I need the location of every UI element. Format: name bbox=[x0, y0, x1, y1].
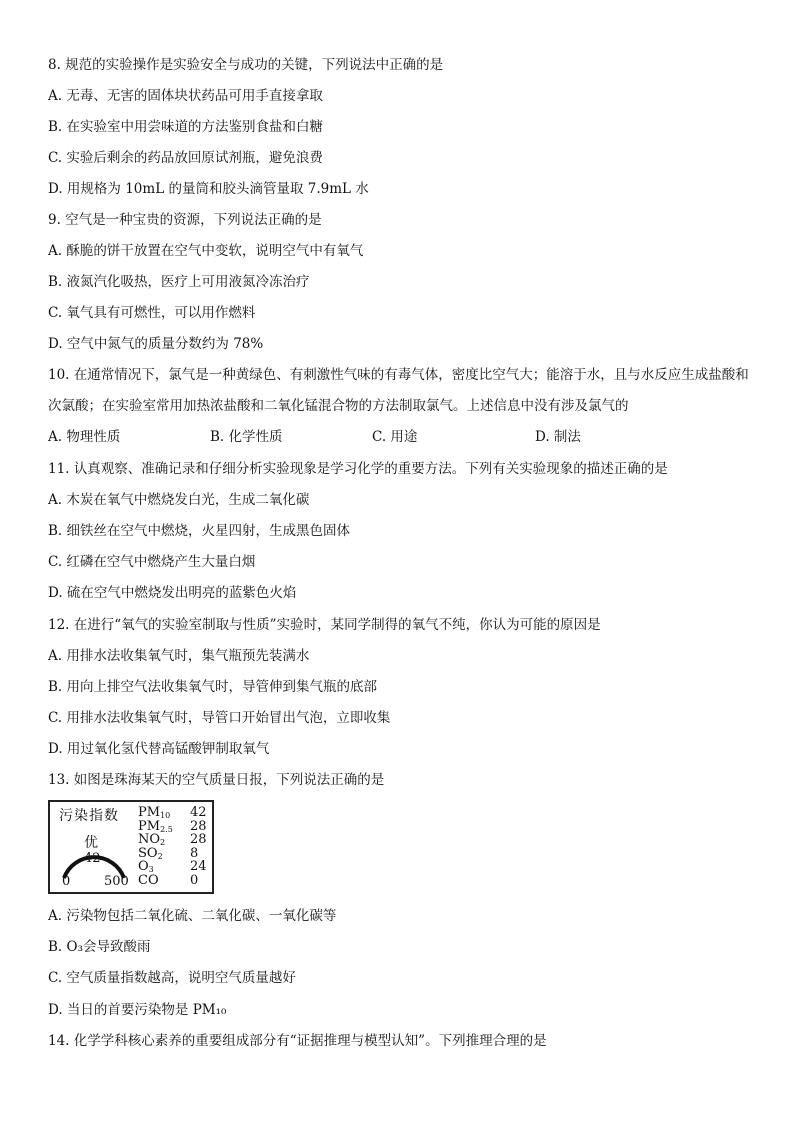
pollutant-value: 0 bbox=[190, 872, 199, 888]
question-9-stem: 9. 空气是一种宝贵的资源，下列说法正确的是 bbox=[48, 212, 322, 228]
question-10-stem: 10. 在通常情况下，氯气是一种黄绿色、有刺激性气味的有毒气体，密度比空气大；能溶于水，且与水反应生成盐酸和次氯酸；在实验室常用加热浓盐酸和二氧化锰混合物的方法制取氯气。上述信息中没有涉及氯气的 bbox=[48, 367, 749, 414]
question-9-option-a: A. 酥脆的饼干放置在空气中变软，说明空气中有氧气 bbox=[48, 243, 364, 259]
question-11-option-d: D. 硫在空气中燃烧发出明亮的蓝紫色火焰 bbox=[48, 585, 297, 601]
question-10-option-b: B. 化学性质 bbox=[210, 429, 283, 445]
pollutant-row bbox=[138, 860, 210, 874]
pollutant-list bbox=[138, 806, 210, 887]
question-11-option-b: B. 细铁丝在空气中燃烧，火星四射，生成黑色固体 bbox=[48, 523, 351, 539]
question-11-option-a: A. 木炭在氧气中燃烧发白光，生成二氧化碳 bbox=[48, 492, 310, 508]
pollutant-name: $SO_2$ bbox=[138, 845, 163, 861]
pollutant-value: 8 bbox=[190, 845, 199, 861]
pollutant-value: 24 bbox=[190, 859, 207, 874]
pollutant-name: $NO_2$ bbox=[138, 832, 166, 847]
question-12-option-d: D. 用过氧化氢代替高锰酸钾制取氧气 bbox=[48, 741, 270, 757]
pollutant-row bbox=[138, 820, 210, 834]
question-13-option-c: C. 空气质量指数越高，说明空气质量越好 bbox=[48, 970, 296, 986]
aqi-title: 污染指数 bbox=[59, 808, 119, 824]
question-10-options bbox=[48, 428, 748, 448]
pollutant-name: CO bbox=[138, 872, 159, 888]
question-11-option-c: C. 红磷在空气中燃烧产生大量白烟 bbox=[48, 554, 256, 570]
pollutant-value: 28 bbox=[190, 832, 207, 847]
question-13-stem: 13. 如图是珠海某天的空气质量日报，下列说法正确的是 bbox=[48, 772, 385, 788]
pollutant-row bbox=[138, 833, 210, 847]
question-14-stem: 14. 化学学科核心素养的重要组成部分有“证据推理与模型认知”。下列推理合理的是 bbox=[48, 1033, 547, 1049]
question-9-option-c: C. 氧气具有可燃性，可以用作燃料 bbox=[48, 305, 256, 321]
aqi-value: 42 bbox=[84, 851, 101, 866]
question-13-option-a: A. 污染物包括二氧化硫、二氧化碳、一氧化碳等 bbox=[48, 908, 337, 924]
pollutant-value: 42 bbox=[190, 805, 207, 820]
aqi-level: 优 bbox=[84, 835, 98, 851]
pollutant-name: $O_3$ bbox=[138, 859, 154, 874]
pollutant-row bbox=[138, 806, 210, 820]
question-8-option-b: B. 在实验室中用尝味道的方法鉴别食盐和白糖 bbox=[48, 119, 324, 135]
question-12-option-b: B. 用向上排空气法收集氧气时，导管伸到集气瓶的底部 bbox=[48, 679, 378, 695]
question-10-option-d: D. 制法 bbox=[535, 429, 581, 445]
question-8-option-a: A. 无毒、无害的固体块状药品可用手直接拿取 bbox=[48, 88, 323, 104]
question-10-option-a: A. 物理性质 bbox=[48, 429, 121, 445]
question-10-option-c: C. 用途 bbox=[372, 429, 418, 445]
question-13-option-b: B. O₃会导致酸雨 bbox=[48, 939, 151, 955]
aqi-scale-min: 0 bbox=[62, 874, 71, 889]
question-12-option-a: A. 用排水法收集氧气时，集气瓶预先装满水 bbox=[48, 648, 310, 664]
question-8-option-c: C. 实验后剩余的药品放回原试剂瓶，避免浪费 bbox=[48, 150, 323, 166]
air-quality-report-figure bbox=[48, 800, 214, 894]
question-9-option-d: D. 空气中氮气的质量分数约为 78% bbox=[48, 336, 264, 352]
question-12-option-c: C. 用排水法收集氧气时，导管口开始冒出气泡，立即收集 bbox=[48, 710, 391, 726]
question-8-stem: 8. 规范的实验操作是实验安全与成功的关键，下列说法中正确的是 bbox=[48, 57, 444, 73]
pollutant-name: $PM_{2.5}$ bbox=[138, 818, 173, 834]
pollutant-row bbox=[138, 847, 210, 861]
pollutant-row bbox=[138, 874, 210, 888]
question-12-stem: 12. 在进行“氧气的实验室制取与性质”实验时，某同学制得的氧气不纯，你认为可能的原因是 bbox=[48, 617, 601, 633]
aqi-scale-max: 500 bbox=[104, 874, 129, 889]
question-11-stem: 11. 认真观察、准确记录和仔细分析实验现象是学习化学的重要方法。下列有关实验现象的描述正确的是 bbox=[48, 461, 668, 477]
pollutant-value: 28 bbox=[190, 818, 207, 834]
pollutant-name: $PM_{10}$ bbox=[138, 805, 171, 820]
question-8-option-d: D. 用规格为 10mL 的量筒和胶头滴管量取 7.9mL 水 bbox=[48, 181, 369, 197]
question-9-option-b: B. 液氮汽化吸热，医疗上可用液氮冷冻治疗 bbox=[48, 274, 310, 290]
question-13-option-d: D. 当日的首要污染物是 PM₁₀ bbox=[48, 1002, 227, 1018]
